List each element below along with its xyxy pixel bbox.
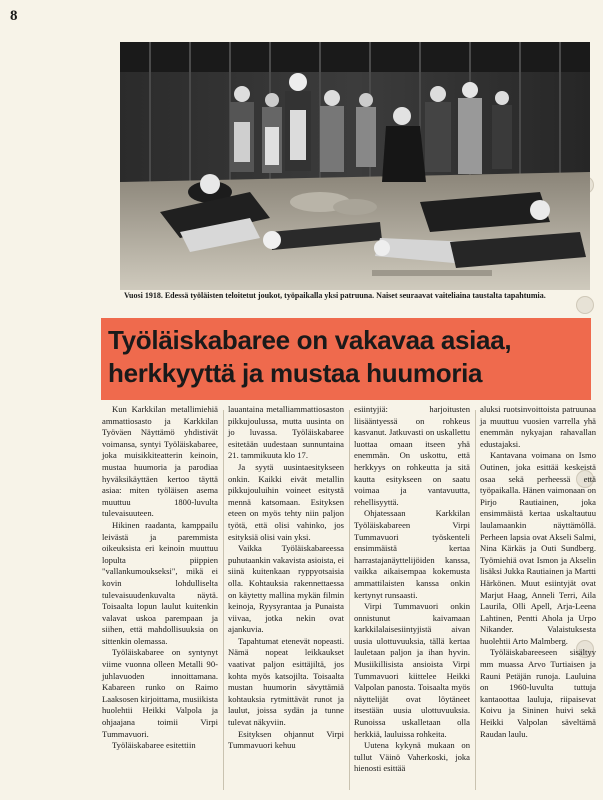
paragraph: Työläiskabareeseen sisältyy mm muassa Arvo Turtiaisen ja Rauni Petäjän runoja. Lauluina on 1960-luvulta tuttuja kantaoottaa lauluja, riipaisevat Koivu ja Sininen huivi sekä Heikki Valpolan säveltämä Raudan laulu. [480, 647, 596, 739]
paragraph: aluksi ruotsinvoittoista patruunaa ja muuttuu vuosien varrella yhä enemmän nykyajan rahavallan edustajaksi. [480, 404, 596, 449]
paragraph: Virpi Tummavuori onkin onnistunut kaivamaan karkkilalaisesiintyjistä aivan uusia ulottuvuuksia, tällä kertaa lauletaan paljon ja ihan hyvin. Musiikillisista ansioista Virpi Tummavuori kiittelee Heikki Valpolan panosta. Toisaalta myös näyttelijät ovat löytäneet itsestään uusia ulottuvuuksia. Runoissa uskalletaan olla herkkiä, lauluissa rohkeita. [354, 601, 470, 739]
article-column-3 [354, 404, 470, 775]
page-number: 8 [10, 8, 18, 24]
paragraph: Kantavana voimana on Ismo Outinen, joka esittää keskeistä osaa sekä perheessä että työpaikalla. Hänen vaimonaan on Pirjo Rautiainen, joka ensimmäistä kertaa uskaltautuu laulamaankin näyttämöllä. Perheen lapsia ovat Akseli Salmi, Nina Kärkäs ja Outi Sundberg. Työmiehiä ovat Ismon ja Akselin lisäksi Jukka Rautiainen ja Martti Härkönen. Muut esiintyjät ovat Marjut Haag, Anneli Terri, Aila Laurila, Olli Apell, Arja-Leena Lahtinen, Pentti Ahola ja Urpo Nikander. Valaistuksesta huolehtii Arto Malmberg. [480, 450, 596, 646]
paragraph: Työläiskabaree on syntynyt viime vuonna olleen Metalli 90-juhlavuoden innoittamana. Kabareen runko on Raimo Laaksosen kirjoittama, musiikista huolehtii Heikki Valpola ja ohjaajana toimii Virpi Tummavuori. [102, 647, 218, 739]
paragraph: Ja syytä uusintaesitykseen onkin. Kaikki eivät metallin pikkujouluihin voineet esitystä mennä katsomaan. Esityksen eteen on myös tehty niin paljon työtä, että olisi vahinko, jos esityksiä olisi vain yksi. [228, 461, 344, 542]
paragraph: Ohjatessaan Karkkilan Työläiskabareen Virpi Tummavuori työskenteli ensimmäistä kertaa harrastajanäyttelijöiden kanssa, vaikka aikaisempaa kokemusta ammattilaisten kanssa onkin kertynyt runsaasti. [354, 508, 470, 600]
article-headline: Työläiskabaree on vakavaa asiaa, herkkyyttä ja mustaa huumoria [108, 325, 512, 388]
paragraph: Vaikka Työläiskabareessa puhutaankin vakavista asioista, ei siinä kuitenkaan ryppyotsaisia olla. Kohtauksia rakennettaessa on käytetty mallina mykän filmin keinoja, Ryysyrantaa ja Punaista viivaa, jotka nekin ovat ajankuvia. [228, 543, 344, 635]
paragraph: Työläiskabaree esitettiin [112, 740, 196, 751]
paragraph: Kun Karkkilan metallimiehiä ammattiosasto ja Karkkilan Työväen Näyttämö yhdistivät voimansa, syntyi Työläiskabaree, joka muisikkiteatterin keinoin, mustaa huumoria ja parodiaa hyväksikäyttäen kertoo täyttä asiaa: miten työläisen asema muuttuu 1800-luvulta tulevaisuuteen. [102, 404, 218, 519]
paragraph: Esityksen ohjannut Virpi Tummavuori kehuu [228, 728, 344, 751]
column-rule [475, 410, 476, 790]
paragraph: Tapahtumat etenevät nopeasti. Nämä nopeat leikkaukset vaativat paljon esittäjiltä, jos kohta myös katsojilta. Toisaalta mustan huumorin sävyttämiä kohtauksia rytmittävät runot ja laulut, joissa sydän ja tunne tulevat näkyviin. [228, 635, 344, 728]
article-column-4 [480, 404, 596, 740]
paragraph: Uutena kykynä mukaan on tullut Väinö Vaherkoski, joka hienosti esittää [354, 740, 470, 774]
article-column-2 [228, 404, 344, 752]
paragraph: lauantaina metalliammattiosaston pikkujoulussa, mutta uusinta on jo luvassa. Työläiskabaree esitetään uudestaan sunnuntaina 21. tammikuuta klo 17. [228, 404, 344, 461]
photo-caption: Vuosi 1918. Edessä työläisten teloitetut joukot, työpaikalla yksi patruuna. Naiset seuraavat vaiteliaina taustalta tapahtumia. [124, 291, 546, 300]
article-body [0, 404, 603, 796]
paragraph: Hikinen raadanta, kamppailu leivästä ja paremmista oikeuksista eri keinoin muuttuu lopulta piippien "vallankumoukseksi", mikä ei kovin lohdulliselta tulevaisuudenkuvalta näytä. Toisaalta lopun laulut kuitenkin valavat uskoa parempaan ja siihen, että mahdollisuuksia on sittenkin olemassa. [102, 519, 218, 646]
stage-photo [120, 42, 590, 290]
article-column-1 [102, 404, 218, 752]
paragraph: esiintyjiä: harjoitusten liisääntyessä on rohkeus kasvanut. Jatkuvasti on uskallettu luottaa omaan itseen yhä enemmän. On uskottu, että herkkyys on rohkeutta ja sitä kautta esitykseen on saatu voimaa ja vantavuutta, rehellisyyttä. [354, 404, 470, 507]
column-rule [223, 410, 224, 790]
column-rule [349, 410, 350, 790]
